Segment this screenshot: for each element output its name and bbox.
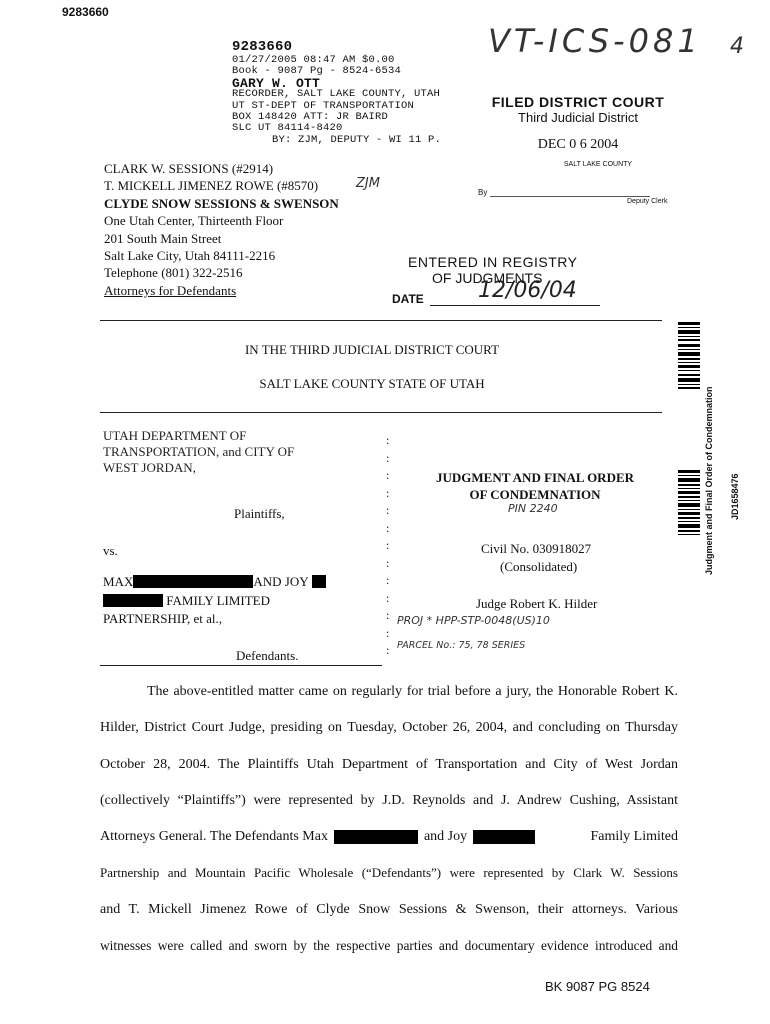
body-segment: Attorneys General. The Defendants Max [100,829,328,844]
attorney-line: One Utah Center, Thirteenth Floor [104,213,284,229]
body-line: October 28, 2004. The Plaintiffs Utah Department of Transportation and City of West Jordan [100,757,678,772]
attorney-line: 201 South Main Street [104,230,222,246]
judge-name: Judge Robert K. Hilder [476,596,598,611]
stamp-line: RECORDER, SALT LAKE COUNTY, UTAH [232,88,441,101]
stamp-line: SLC UT 84114-8420 [232,122,343,135]
registry-line: OF JUDGMENTS [432,270,543,286]
attorney-line: CLARK W. SESSIONS (#2914) [104,161,274,176]
document-number: 9283660 [62,5,109,19]
document-title-line2: OF CONDEMNATION [469,487,601,502]
attorney-firm: CLYDE SNOW SESSIONS & SWENSON [104,195,339,211]
court-county: SALT LAKE COUNTY STATE OF UTAH [259,376,485,391]
filed-stamp-signature-line [490,196,650,197]
filed-stamp-deputy: Deputy Clerk [627,198,668,205]
document-title [404,469,666,503]
filed-stamp [478,94,678,168]
handwritten-parcel: PARCEL No.: 75, 78 SERIES [397,640,526,651]
registry-date-value: 12/06/04 [478,278,577,303]
body-line: The above-entitled matter came on regularly for trial before a jury, the Honorable Robert K. [147,684,678,699]
plaintiffs-label: Plaintiffs, [234,506,285,521]
plaintiff-line: UTAH DEPARTMENT OF [103,428,247,443]
body-line: and T. Mickell Jimenez Rowe of Clyde Snow Sessions & Swenson, their attorneys. Various [100,902,678,917]
document-title-line1: JUDGMENT AND FINAL ORDER [435,470,635,485]
plaintiff-line: TRANSPORTATION, and CITY OF [103,444,295,459]
filed-stamp-title: FILED DISTRICT COURT [491,94,665,110]
consolidated-label: (Consolidated) [500,559,578,574]
defendant-name-line1 [103,574,326,590]
attorney-line: Salt Lake City, Utah 84111-2216 [104,248,276,264]
redaction-bar [103,594,163,607]
body-segment: Family Limited [590,829,678,844]
handwritten-initials: ZJM [356,176,380,191]
handwritten-pin: PIN 2240 [508,502,558,515]
caption-divider: : : : : : : : : : : : : : [386,433,390,657]
redaction-bar [334,830,418,844]
body-line-redacted [100,829,678,845]
attorney-line: Telephone (801) 322-2516 [104,265,243,281]
stamp-line: 9283660 [232,39,293,55]
book-page-footer: BK 9087 PG 8524 [545,979,650,994]
registry-date-line [430,305,600,306]
stamp-line: BY: ZJM, DEPUTY - WI 11 P. [272,133,442,146]
handwritten-page-number: 4 [730,34,744,59]
attorney-role: Attorneys for Defendants [104,282,237,298]
body-line: (collectively “Plaintiffs”) were represented by J.D. Reynolds and J. Andrew Cushing, Assistant [100,793,678,808]
redaction-bar [312,575,326,588]
defendants-label: Defendants. [236,648,299,663]
defendant-name-line2 [103,593,270,609]
barcode-label: Judgment and Final Order of Condemnation [704,386,714,575]
court-name: IN THE THIRD JUDICIAL DISTRICT COURT [244,342,500,357]
defendant-partnership: PARTNERSHIP, et al., [103,611,223,626]
header-rule [100,320,662,321]
caption-top-rule [100,412,662,413]
handwritten-project: PROJ * HPP-STP-0048(US)10 [397,614,550,627]
plaintiff-line: WEST JORDAN, [103,460,196,475]
attorney-block [104,160,339,299]
stamp-line: UT ST-DEPT OF TRANSPORTATION [232,99,415,112]
barcode-icon [678,322,700,578]
recorder-stamp [232,40,441,146]
filed-stamp-by: By [478,188,488,197]
caption-plaintiffs [103,428,294,476]
stamp-line: 01/27/2005 08:47 AM $0.00 [232,54,395,66]
redaction-bar [133,575,253,588]
stamp-line: BOX 148420 ATT: JR BAIRD [232,111,389,124]
filed-stamp-date: DEC 0 6 2004 [537,137,619,152]
body-line: witnesses were called and sworn by the respective parties and documentary evidence introduced and [100,938,678,953]
filed-stamp-county: SALT LAKE COUNTY [563,161,633,168]
stamp-line: Book - 9087 Pg - 8524-6534 [232,65,402,78]
stamp-line: GARY W. OTT [232,75,321,91]
defendant-family: FAMILY LIMITED [166,593,271,608]
redaction-bar [473,830,535,844]
body-line: Partnership and Mountain Pacific Wholesale (“Defendants”) were represented by Clark W. Sessions [100,865,678,880]
registry-line: ENTERED IN REGISTRY [408,254,578,270]
defendant-and-joy: AND JOY [253,574,309,589]
barcode-code: JD1658476 [730,473,740,520]
civil-number: Civil No. 030918027 [481,541,592,556]
defendant-max: MAX [103,574,134,589]
vs-label: vs. [103,543,118,558]
side-barcode [678,322,700,578]
body-segment: and Joy [423,829,468,844]
handwritten-file-code: VT-ICS-081 [488,22,702,60]
body-line: Hilder, District Court Judge, presiding on Tuesday, October 26, 2004, and concluding on Thursday [100,720,678,735]
registry-date-label: DATE [392,292,424,306]
filed-stamp-district: Third Judicial District [518,110,638,125]
caption-bottom-rule [100,665,382,666]
attorney-line: T. MICKELL JIMENEZ ROWE (#8570) [104,178,319,194]
